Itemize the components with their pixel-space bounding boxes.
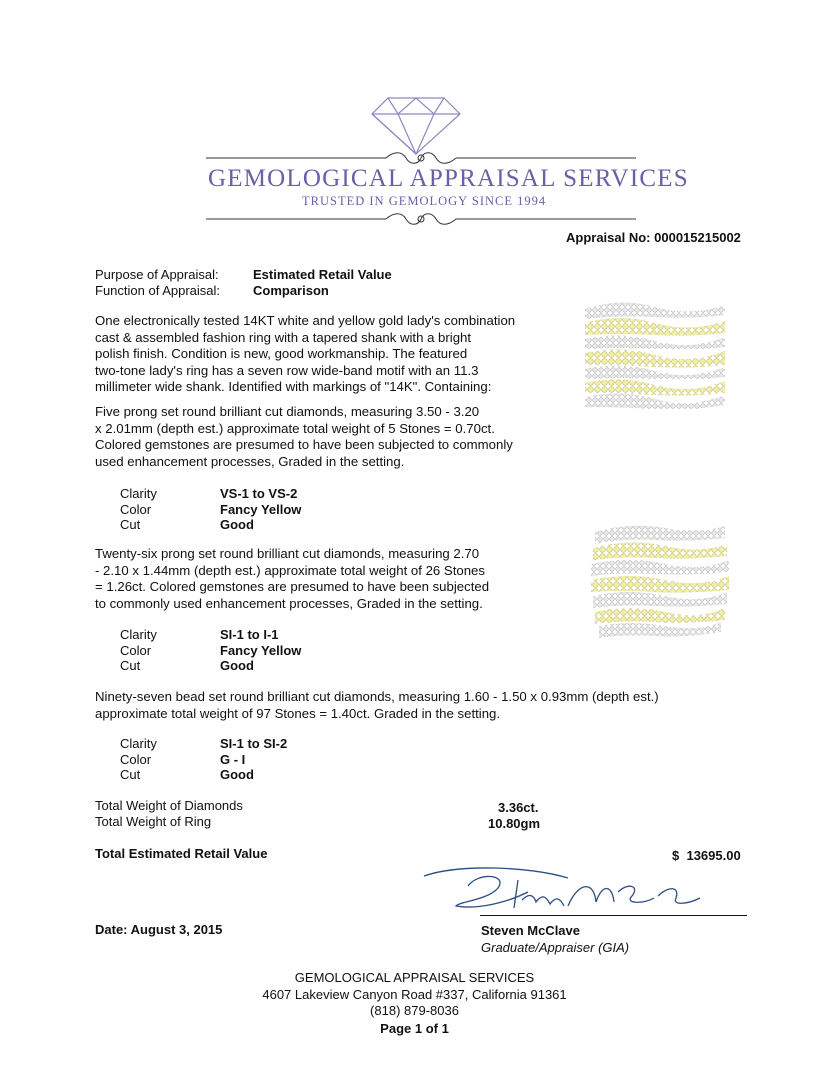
- cut-label: Cut: [120, 658, 141, 673]
- ring-description: [95, 313, 545, 396]
- color-value: G - I: [220, 752, 246, 767]
- stone-text-line: approximate total weight of 97 Stones = 1.40ct. Graded in the setting.: [95, 705, 501, 721]
- description-line: polish finish. Condition is new, good workmanship. The featured: [95, 346, 468, 362]
- signature-image: [418, 862, 718, 920]
- color-label: Color: [120, 502, 152, 517]
- retail-value: 13695.00: [686, 848, 741, 863]
- appraisal-number: [566, 230, 741, 245]
- cut-value: Good: [220, 658, 254, 673]
- clarity-label: Clarity: [120, 736, 157, 751]
- signer-name: Steven McClave: [481, 923, 580, 938]
- clarity-value: VS-1 to VS-2: [220, 486, 298, 501]
- footer-address: 4607 Lakeview Canyon Road #337, California 91361: [262, 987, 567, 1002]
- cut-value: Good: [220, 517, 254, 532]
- total-retail-amount: [672, 848, 741, 863]
- appraisal-number-value: 000015215002: [654, 230, 741, 245]
- color-label: Color: [120, 643, 152, 658]
- company-tagline: TRUSTED IN GEMOLOGY SINCE 1994: [302, 194, 547, 208]
- total-ring-value: 10.80gm: [488, 816, 541, 831]
- stone-text-line: = 1.26ct. Colored gemstones are presumed to have been subjected: [95, 579, 490, 595]
- cut-label: Cut: [120, 767, 141, 782]
- total-diamonds-value: 3.36ct.: [498, 800, 539, 815]
- cut-value: Good: [220, 767, 254, 782]
- footer-phone: (818) 879-8036: [370, 1003, 459, 1018]
- clarity-label: Clarity: [120, 627, 157, 642]
- description-line: cast & assembled fashion ring with a tapered shank with a bright: [95, 329, 472, 345]
- signature-line: [480, 915, 747, 916]
- purpose-label: Purpose of Appraisal:: [95, 267, 219, 282]
- stone-text-line: Colored gemstones are presumed to have been subjected to commonly: [95, 437, 513, 453]
- total-ring-label: Total Weight of Ring: [95, 814, 212, 829]
- appraisal-number-label: Appraisal No:: [566, 230, 651, 245]
- stone-text-line: Five prong set round brilliant cut diamonds, measuring 3.50 - 3.20: [95, 404, 480, 419]
- description-line: millimeter wide shank. Identified with markings of "14K". Containing:: [95, 379, 492, 395]
- description-line: One electronically tested 14KT white and yellow gold lady's combination: [95, 313, 516, 328]
- page-number: Page 1 of 1: [380, 1021, 449, 1036]
- clarity-value: SI-1 to SI-2: [220, 736, 288, 751]
- clarity-label: Clarity: [120, 486, 157, 501]
- cut-label: Cut: [120, 517, 141, 532]
- appraisal-date: Date: August 3, 2015: [95, 922, 223, 937]
- total-diamonds-label: Total Weight of Diamonds: [95, 798, 243, 813]
- ornament-divider-bottom: [206, 210, 636, 228]
- company-logo-title: GEMOLOGICAL APPRAISAL SERVICES: [208, 165, 689, 192]
- color-label: Color: [120, 752, 152, 767]
- stone-text-line: to commonly used enhancement processes, Graded in the setting.: [95, 595, 483, 611]
- function-label: Function of Appraisal:: [95, 283, 221, 298]
- ring-photo-side: [585, 518, 735, 643]
- footer-company: GEMOLOGICAL APPRAISAL SERVICES: [294, 970, 535, 985]
- stone-text-line: Ninety-seven bead set round brilliant cut diamonds, measuring 1.60 - 1.50 x 0.93mm (depth est.): [95, 689, 659, 704]
- signer-title: Graduate/Appraiser (GIA): [481, 940, 630, 955]
- stone-text-line: used enhancement processes, Graded in the setting.: [95, 453, 405, 469]
- stone-text-line: - 2.10 x 1.44mm (depth est.) approximate total weight of 26 Stones: [95, 562, 485, 578]
- purpose-value: Estimated Retail Value: [253, 267, 392, 282]
- stone-group-3-text: [95, 689, 735, 722]
- stone-group-1-text: [95, 404, 555, 470]
- clarity-value: SI-1 to I-1: [220, 627, 279, 642]
- stone-text-line: x 2.01mm (depth est.) approximate total weight of 5 Stones = 0.70ct.: [95, 420, 495, 436]
- stone-group-2-text: [95, 546, 555, 612]
- diamond-logo-icon: [370, 94, 462, 156]
- color-value: Fancy Yellow: [220, 643, 302, 658]
- total-retail-label: Total Estimated Retail Value: [95, 846, 268, 861]
- ring-photo-front: [580, 295, 730, 415]
- color-value: Fancy Yellow: [220, 502, 302, 517]
- currency-symbol: $: [672, 848, 680, 863]
- stone-text-line: Twenty-six prong set round brilliant cut diamonds, measuring 2.70: [95, 546, 480, 561]
- description-line: two-tone lady's ring has a seven row wide-band motif with an 11.3: [95, 362, 479, 378]
- function-value: Comparison: [253, 283, 329, 298]
